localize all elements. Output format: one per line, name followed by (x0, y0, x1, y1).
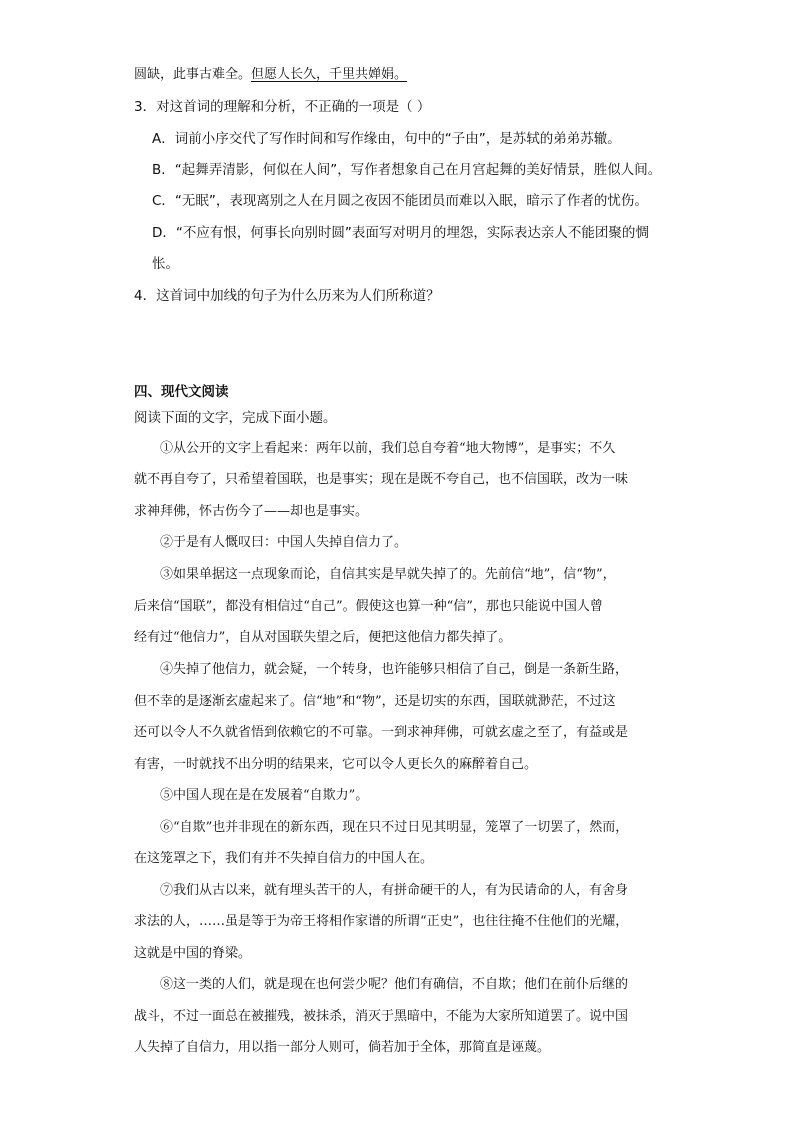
passage-line: 还可以令人不久就省悟到依赖它的不可靠。一到求神拜佛，可就玄虚之至了，有益或是 (134, 725, 629, 740)
passage-line: 有害，一时就找不出分明的结果来，它可以令人更长久的麻醉着自己。 (134, 757, 538, 772)
passage-line: ②于是有人慨叹曰：中国人失掉自信力了。 (160, 535, 408, 550)
question-3-option-d: D．“不应有恨，何事长向别时圆”表面写对明月的埋怨，实际表达亲人不能团聚的惆 (152, 225, 649, 241)
passage-line: ⑧这一类的人们，就是现在也何尝少呢？他们有确信，不自欺；他们在前仆后继的 (160, 977, 629, 992)
passage-line: ⑤中国人现在是在发展着“自欺力”。 (160, 788, 369, 803)
passage-line: ③如果单据这一点现象而论，自信其实是早就失掉了的。先前信“地”，信“物”， (160, 567, 616, 582)
passage-line: 但不幸的是逐渐玄虚起来了。信“地”和“物”，还是切实的东西，国联就渺茫，不过这 (134, 694, 616, 709)
passage-line: 后来信“国联”，都没有相信过“自己”。假使这也算一种“信”，那也只能说中国人曾 (134, 599, 603, 614)
passage-line: ①从公开的文字上看起来：两年以前，我们总自夸着“地大物博”，是事实；不久 (160, 441, 616, 456)
poem-tail-plain: 圆缺，此事古难全。 (134, 67, 252, 82)
question-4-stem: 4．这首词中加线的句子为什么历来为人们所称道？ (134, 288, 440, 304)
passage-line: 战斗，不过一面总在被摧残，被抹杀，消灭于黑暗中，不能为大家所知道罢了。说中国 (134, 1009, 629, 1024)
question-3-option-a: A．词前小序交代了写作时间和写作缘由，句中的“子由”，是苏轼的弟弟苏辙。 (152, 131, 621, 147)
passage-line: ⑦我们从古以来，就有埋头苦干的人，有拼命硬干的人，有为民请命的人，有舍身 (160, 883, 629, 898)
passage-line: 这就是中国的脊梁。 (134, 946, 252, 961)
passage-line: 经有过“他信力”，自从对国联失望之后，便把这他信力都失掉了。 (134, 630, 512, 645)
passage-line: ⑥“自欺”也并非现在的新东西，现在只不过日见其明显，笼罩了一切罢了，然而， (160, 820, 629, 835)
passage-line: 人失掉了自信力，用以指一部分人则可，倘若加于全体，那简直是诬蔑。 (134, 1040, 551, 1055)
passage-line: 求法的人，……虽是等于为帝王将相作家谱的所谓“正史”，也往往掩不住他们的光耀， (134, 914, 629, 929)
passage-line: 就不再自夸了，只希望着国联，也是事实；现在是既不夸自己，也不信国联，改为一味 (134, 472, 629, 487)
poem-tail-line (134, 65, 407, 85)
passage-line: ④失掉了他信力，就会疑，一个转身，也许能够只相信了自己，倒是一条新生路， (160, 662, 629, 677)
question-3-option-d-continuation: 怅。 (152, 256, 179, 272)
question-3-option-b: B．“起舞弄清影，何似在人间”，写作者想象自己在月宫起舞的美好情景，胜似人间。 (152, 162, 662, 178)
question-3-stem: 3．对这首词的理解和分析，不正确的一项是（ ） (134, 99, 431, 115)
section-title: 四、现代文阅读 (134, 384, 229, 400)
section-instruction: 阅读下面的文字，完成下面小题。 (134, 410, 337, 426)
passage-line: 求神拜佛，怀古伤今了——却也是事实。 (134, 504, 369, 519)
poem-tail-underlined: 但愿人长久，千里共婵娟。 (251, 67, 408, 82)
passage-line: 在这笼罩之下，我们有并不失掉自信力的中国人在。 (134, 851, 434, 866)
question-3-option-c: C．“无眠”，表现离别之人在月圆之夜因不能团员而难以入眠，暗示了作者的忧伤。 (152, 193, 648, 209)
